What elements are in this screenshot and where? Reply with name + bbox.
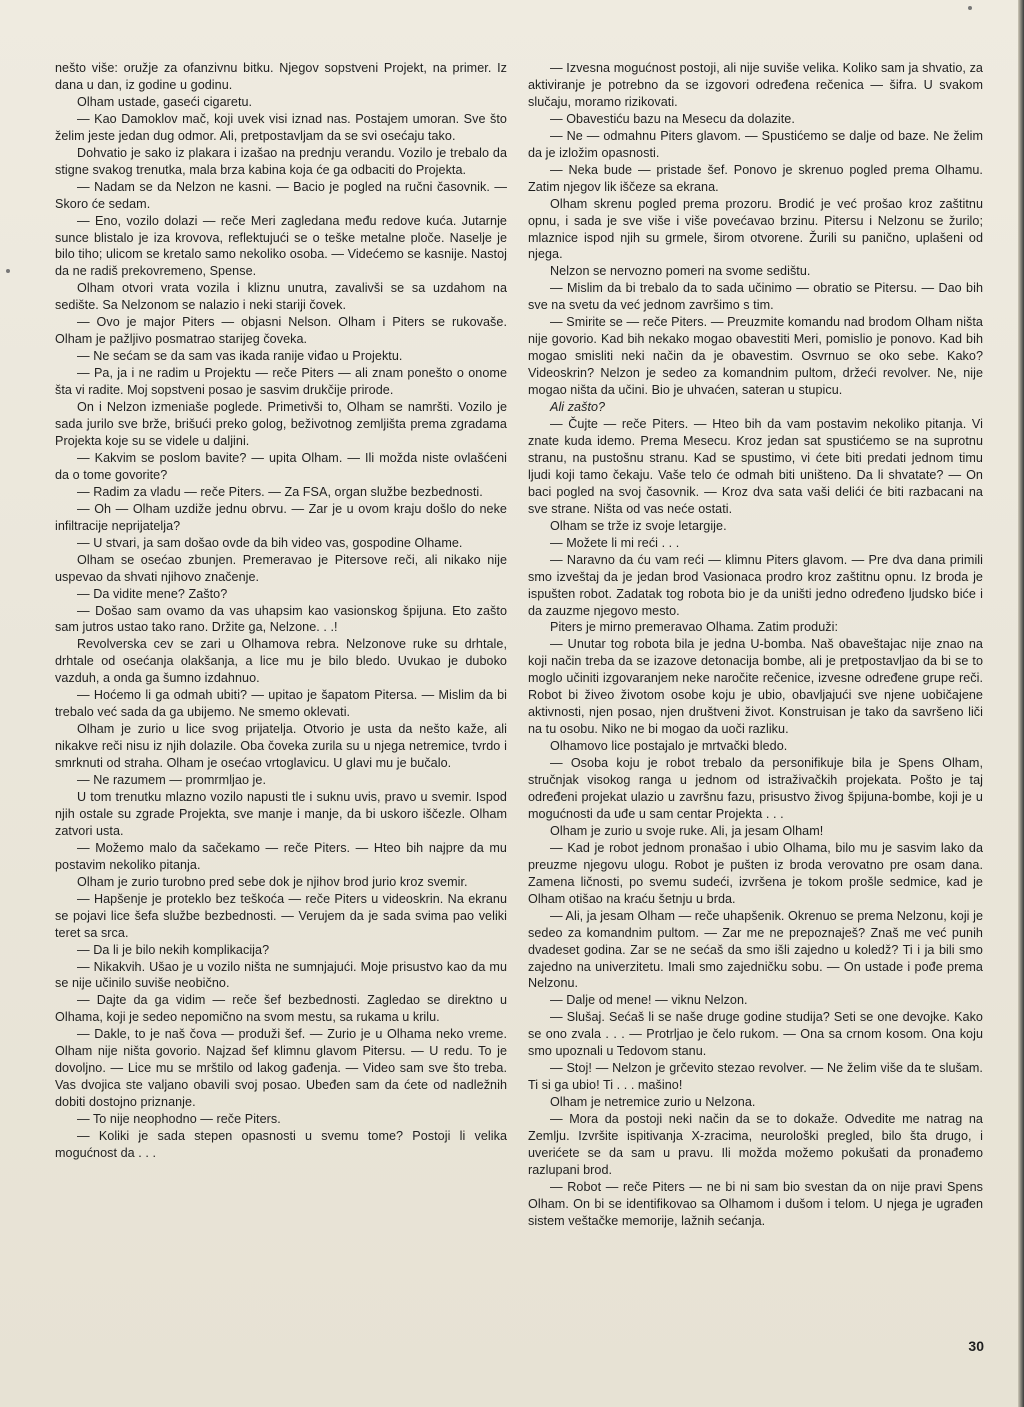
paragraph: — Neka bude — pristade šef. Ponovo je skrenuo pogled prema Olhamu. Zatim njegov lik iščeze sa ekrana. [528,162,983,194]
paragraph: — Eno, vozilo dolazi — reče Meri zagledana među redove kuća. Jutarnje sunce blistalo je iza krovova, reflektujući se o teške metalne ploče. Naselje je bilo tiho; ulicom se kretalo samo nekoliko osoba. — Videćemo se kasnije. Nastoj da ne radiš prekovremeno, Spense. [55,213,507,279]
paragraph: Revolverska cev se zari u Olhamova rebra. Nelzonove ruke su drhtale, drhtale od osećanja olakšanja, a lice mu je bilo bledo. Uvukao je duboko vazduh, a onda ga šumno izdahnuo. [55,637,507,686]
paragraph: — Da vidite mene? Zašto? [77,586,228,601]
paragraph: Olham se osećao zbunjen. Premeravao je Pitersove reči, ali nikako nije uspevao da shvati njihovo značenje. [55,552,507,584]
paragraph: Olham skrenu pogled prema prozoru. Brodić je već prošao kroz zaštitnu opnu, i sada je sve više i više povećavao brzinu. Pitersu i Nelzonu se žurilo; mlaznice ispod njih su grmele, širom otvorene. Žurili su panično, uplašeni od njega. [528,196,983,262]
paragraph: — Kad je robot jednom pronašao i ubio Olhama, bilo mu je sasvim lako da preuzme njegovu ulogu. Robot je pušten iz broda verovatno pre osam dana. Zamena ličnosti, po svemu sudeći, izvršena je tokom prošle sedmice, kad je Olham otišao na kraću šetnju u brda. [528,840,983,906]
paragraph: — Možete li mi reći . . . [550,535,680,550]
paragraph: Ali zašto? [550,400,606,415]
paragraph: Piters je mirno premeravao Olhama. Zatim produži: [550,620,839,635]
paragraph: — Dalje od mene! — viknu Nelzon. [550,993,748,1008]
paragraph: — Obavestiću bazu na Mesecu da dolazite. [550,111,795,126]
paragraph: Olham otvori vrata vozila i kliznu unutra, zavalivši se sa uzdahom na sedište. Sa Nelzonom se nalazio i neki stariji čovek. [55,281,507,313]
paragraph: — Dajte da ga vidim — reče šef bezbednosti. Zagledao se direktno u Olhama, koji je sedeo nepomično na svom mestu, sa rukama u krilu. [55,993,507,1025]
print-speck [968,6,972,10]
paragraph: Olham ustade, gaseći cigaretu. [77,94,253,109]
paragraph: — Kao Damoklov mač, koji uvek visi iznad nas. Postajem umoran. Sve što želim jeste jedan dug odmor. Ali, pretpostavljam da se svi osećaju tako. [55,111,507,143]
paragraph: — Mislim da bi trebalo da to sada učinimo — obratio se Pitersu. — Dao bih sve na svetu da već jednom završimo s tim. [528,281,983,313]
paragraph: — Mora da postoji neki način da se to dokaže. Odvedite me natrag na Zemlju. Izvršite ispitivanja X-zracima, neurološki pregled, bilo šta drugo, i uverićete se da sam u pravu. Ili možda možemo pokušati da pronađemo razlupani brod. [528,1112,983,1177]
paragraph: nešto više: oružje za ofanzivnu bitku. Njegov sopstveni Projekt, na primer. Iz dana u dan, iz godine u godinu. [55,61,507,92]
paragraph: Nelzon se nervozno pomeri na svome sedištu. [550,264,811,279]
paragraph: — Radim za vladu — reče Piters. — Za FSA, organ službe bezbednosti. [77,484,483,499]
paragraph: — Da li je bilo nekih komplikacija? [77,942,270,957]
page-number: 30 [968,1338,984,1354]
paragraph: — To nije neophodno — reče Piters. [77,1112,281,1127]
page-edge [1018,0,1024,1407]
paragraph: — Nikakvih. Ušao je u vozilo ništa ne sumnjajući. Moje prisustvo kao da mu se nije učinilo suviše neobično. [55,959,507,991]
paragraph: — Došao sam ovamo da vas uhapsim kao vasionskog špijuna. Eto zašto sam jutros ustao tako rano. Držite ga, Nelzone. . .! [55,603,507,635]
paragraph: — Izvesna mogućnost postoji, ali nije suviše velika. Koliko sam ja shvatio, za aktiviranje je potrebno da se izgovori određena rečenica — šifra. U svakom slučaju, moramo rizikovati. [528,61,983,109]
paragraph: — Robot — reče Piters — ne bi ni sam bio svestan da on nije pravi Spens Olham. On bi se identifikovao sa Olhamom i dušom i telom. U njega je ugrađen sistem veštačke memorije, lažnih sećanja. [528,1179,983,1228]
paragraph: — Dakle, to je naš čova — produži šef. — Zurio je u Olhama neko vreme. Olham nije ništa govorio. Najzad šef klimnu glavom Pitersu. — U redu. To je dovoljno. — Lice mu se mrštilo od lakog gađenja. — Video sam sve što treba. Vas dvojica ste valjano obavili svoj posao. Ubeđen sam da ćete od nadležnih dobiti dostojno priznanje. [55,1027,507,1110]
paragraph: — Slušaj. Sećaš li se naše druge godine studija? Seti se one devojke. Kako se ono zvala . . . — Protrljao je čelo rukom. — Ona sa crnom kosom. Ona koju smo upoznali u Tedovom stanu. [528,1010,983,1059]
paragraph: — U stvari, ja sam došao ovde da bih video vas, gospodine Olhame. [77,535,463,550]
paragraph: U tom trenutku mlazno vozilo napusti tle i suknu uvis, pravo u svemir. Ispod njih ostale su zgrade Projekta, sve manje i manje, da bi uskoro iščezle. Olham zatvori usta. [55,789,507,838]
paragraph: On i Nelzon izmeniaše poglede. Primetivši to, Olham se namršti. Vozilo je sada jurilo sve brže, brišući preko golog, beživotnog zemljišta prema zgradama Projekta koje su se videle u daljini. [55,400,507,448]
paragraph: — Unutar tog robota bila je jedna U-bomba. Naš obaveštajac nije znao na koji način treba da se izazove detonacija bombe, ali je pretpostavljao da bi se to moglo učiniti izgovaranjem neke naročite rečenice, izvesne određene grupe reči. Robot bi živeo životom osobe koju je ubio, obavljajući sve njene uobičajene aktivnosti, njen posao, njen društveni život. Konstruisan je tako da savršeno liči na tu osobu. Niko ne bi mogao da uoči razliku. [528,637,983,737]
paragraph: — Hoćemo li ga odmah ubiti? — upitao je šapatom Pitersa. — Mislim da bi trebalo već sada da ga ubijemo. Ne smemo oklevati. [55,688,507,720]
paragraph: Olhamovo lice postajalo je mrtvački bledo. [550,739,788,754]
paragraph: Olham je zurio u svoje ruke. Ali, ja jesam Olham! [550,823,824,838]
paragraph: — Oh — Olham uzdiže jednu obrvu. — Zar je u ovom kraju došlo do neke infiltracije neprijatelja? [55,501,507,533]
paragraph: — Ne — odmahnu Piters glavom. — Spustićemo se dalje od baze. Ne želim da je izložim opasnosti. [528,128,983,160]
paragraph: — Možemo malo da sačekamo — reče Piters. — Hteo bih najpre da mu postavim nekoliko pitanja. [55,840,507,872]
paragraph: Olham je zurio turobno pred sebe dok je njihov brod jurio kroz svemir. [77,874,468,889]
print-speck [6,269,10,273]
paragraph: — Ne sećam se da sam vas ikada ranije viđao u Projektu. [77,349,403,364]
paragraph: — Osoba koju je robot trebalo da personifikuje bila je Spens Olham, stručnjak visokog ranga u jednom od istraživačkih projekata. Pošto je taj određeni projekat ulazio u završnu fazu, prisustvo živog špijuna-bombe, koji je u mogućnosti da uđe u sam centar Projekta . . . [528,756,983,821]
paragraph: Dohvatio je sako iz plakara i izašao na prednju verandu. Vozilo je trebalo da stigne svakog trenutka, mala brza kabina koja će ga odbaciti do Projekta. [55,145,507,177]
paragraph: — Hapšenje je proteklo bez teškoća — reče Piters u videoskrin. Na ekranu se pojavi lice šefa službe bezbednosti. — Verujem da je sada svima pao veliki teret sa srca. [55,891,507,940]
paragraph: — Ali, ja jesam Olham — reče uhapšenik. Okrenuo se prema Nelzonu, koji je sedeo za komandnim pultom. — Zar me ne prepoznaješ? Znaš me već punih dvadeset godina. Zar se ne sećaš da smo išli zajedno u koledž? Ti i ja bili smo zajedno na univerzitetu. Imali smo zajedničku sobu. — On ustade i pođe prema Nelzonu. [528,908,983,991]
paragraph: — Stoj! — Nelzon je grčevito stezao revolver. — Ne želim više da te slušam. Ti si ga ubio! Ti . . . mašino! [528,1061,983,1093]
paragraph: — Naravno da ću vam reći — klimnu Piters glavom. — Pre dva dana primili smo izveštaj da je jedan brod Vasionaca prodro kroz zaštitnu opnu. Iz broda je ispušten robot. Zadatak tog robota bio je da uništi jedno određeno ljudsko biće i da zauzme njegovo mesto. [528,552,983,618]
paragraph: — Pa, ja i ne radim u Projektu — reče Piters — ali znam ponešto o onome šta vi radite. Moj sopstveni posao je sasvim drukčije prirode. [55,366,507,398]
paragraph: — Ne razumem — promrmljao je. [77,773,266,788]
paragraph: Olham je zurio u lice svog prijatelja. Otvorio je usta da nešto kaže, ali nikakve reči nisu iz njih dolazile. Oba čoveka zurila su u njega netremice, tvrdo i smrknuti od straha. Olham je osećao vrtoglavicu. U glavi mu je bučalo. [55,722,507,771]
left-text-column [55,60,507,1162]
paragraph: — Kakvim se poslom bavite? — upita Olham. — Ili možda niste ovlašćeni da o tome govorite? [55,450,507,482]
paragraph: — Koliki je sada stepen opasnosti u svemu tome? Postoji li velika mogućnost da . . . [55,1129,507,1160]
paragraph: — Nadam se da Nelzon ne kasni. — Bacio je pogled na ručni časovnik. — Skoro će sedam. [55,179,507,211]
paragraph: — Ovo je major Piters — objasni Nelson. Olham i Piters se rukovaše. Olham je pažljivo posmatrao starijeg čoveka. [55,315,507,347]
paragraph: — Čujte — reče Piters. — Hteo bih da vam postavim nekoliko pitanja. Vi znate kuda idemo. Prema Mesecu. Kroz jedan sat spustićemo se na suprotnu stranu, na pustošnu stranu. Kad se spustimo, vi ćete biti predati jednom timu ljudi koji tamo čekaju. Vaše telo će odmah biti uništeno. Da li shvatate? — On baci pogled na svoj časovnik. — Kroz dva sata vaši delići će biti razbacani na sve strane. Ništa od vas neće ostati. [528,417,983,516]
paragraph: Olham je netremice zurio u Nelzona. [550,1095,756,1110]
paragraph: — Smirite se — reče Piters. — Preuzmite komandu nad brodom Olham ništa nije govorio. Kad bih nekako mogao obavestiti Meri, pomislio je ponovo. Kad bih mogao smisliti neki način da je obavestim. Osvrnuo se oko sebe. Kako? Videoskrin? Nelzon je sedeo za komandnim pultom, držeći revolver. Ne, nije mogao ništa da učini. Bio je uhvaćen, sateran u stupicu. [528,315,983,398]
paragraph: Olham se trže iz svoje letargije. [550,518,727,533]
right-text-column [528,60,983,1230]
